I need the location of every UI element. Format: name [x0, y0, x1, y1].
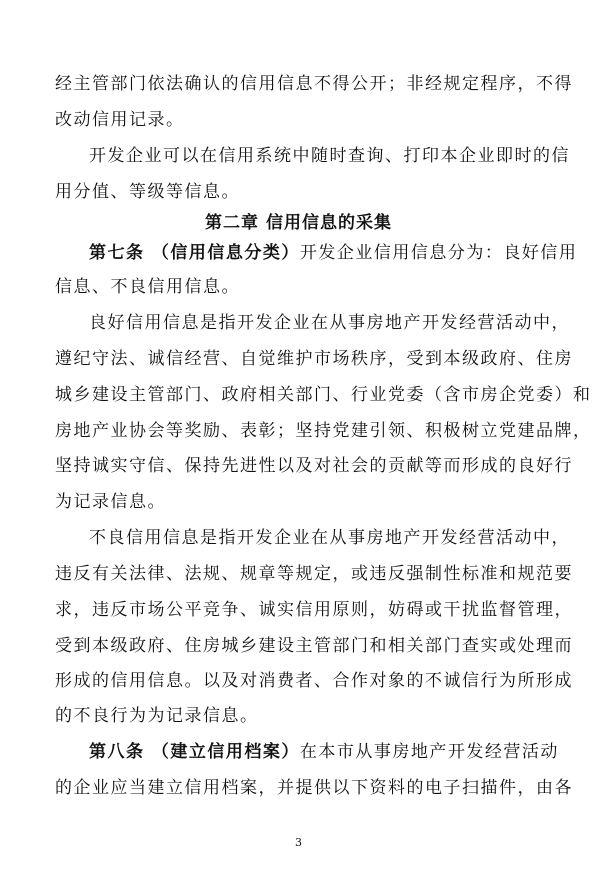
paragraph-line: 经主管部门依法确认的信用信息不得公开；非经规定程序，不得 [55, 74, 573, 94]
article-8-first-line [89, 741, 559, 763]
paragraph-line: 遵纪守法、诚信经营、自觉维护市场秩序，受到本级政府、住房 [55, 349, 573, 369]
article-7-text: 开发企业信用信息分为：良好信用 [299, 243, 578, 263]
paragraph-line: 违反有关法律、法规、规章等规定，或违反强制性标准和规范要 [55, 564, 573, 584]
page-number: 3 [295, 836, 302, 849]
paragraph-line: 的企业应当建立信用档案，并提供以下资料的电子扫描件，由各 [55, 778, 573, 798]
paragraph-line: 改动信用记录。 [55, 110, 185, 130]
paragraph-line: 信息、不良信用信息。 [55, 277, 240, 297]
paragraph-line: 房地产业协会等奖励、表彰；坚持党建引领、积极树立党建品牌， [55, 421, 592, 441]
paragraph-line: 求，违反市场公平竞争、诚实信用原则，妨碍或干扰监督管理， [55, 600, 573, 620]
paragraph-line: 开发企业可以在信用系统中随时查询、打印本企业即时的信 [89, 146, 570, 166]
paragraph-line: 形成的信用信息。以及对消费者、合作对象的不诚信行为所形成 [55, 671, 573, 691]
chapter-heading: 第二章 信用信息的采集 [205, 213, 392, 233]
paragraph-line: 受到本级政府、住房城乡建设主管部门和相关部门查实或处理而 [55, 636, 573, 656]
paragraph-line: 用分值、等级等信息。 [55, 182, 240, 202]
paragraph-line: 良好信用信息是指开发企业在从事房地产开发经营活动中， [89, 313, 570, 333]
paragraph-line: 城乡建设主管部门、政府相关部门、行业党委（含市房企党委）和 [55, 385, 592, 405]
paragraph-line: 不良信用信息是指开发企业在从事房地产开发经营活动中， [89, 528, 570, 548]
paragraph-line: 坚持诚实守信、保持先进性以及对社会的贡献等而形成的良好行 [55, 456, 573, 476]
article-8-label: 第八条 （建立信用档案） [89, 742, 300, 762]
paragraph-line: 的不良行为为记录信息。 [55, 706, 259, 726]
article-8-text: 在本市从事房地产开发经营活动 [299, 742, 559, 762]
article-7-label: 第七条 （信用信息分类） [89, 243, 300, 263]
article-7-first-line [89, 242, 578, 264]
paragraph-line: 为记录信息。 [55, 492, 166, 512]
